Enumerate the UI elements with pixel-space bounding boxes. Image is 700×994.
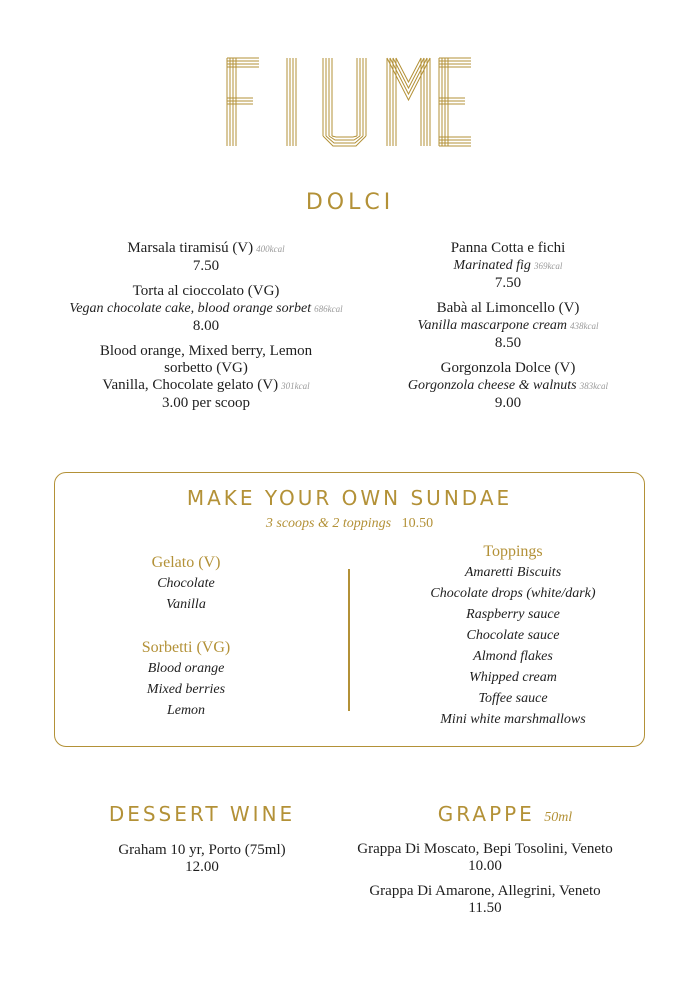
menu-item — [325, 841, 645, 875]
item-name: Gorgonzola Dolce (V) — [440, 360, 576, 376]
menu-item — [352, 360, 664, 412]
item-price: 8.00 — [192, 318, 220, 334]
item-price: 12.00 — [185, 859, 219, 875]
sundae-flavours-column — [55, 553, 317, 721]
item-kcal: 438kcal — [570, 321, 599, 331]
sorbetti-item: Mixed berries — [146, 682, 226, 697]
item-price: 8.50 — [494, 335, 522, 351]
item-name-line: sorbetto (VG) — [164, 360, 248, 376]
topping-item: Mini white marshmallows — [440, 712, 586, 727]
sundae-title: MAKE YOUR OWN SUNDAE — [186, 486, 513, 510]
menu-item — [352, 240, 664, 292]
item-price: 9.00 — [494, 395, 522, 411]
dolci-right-column — [352, 240, 664, 420]
item-description: Gorgonzola cheese & walnuts — [407, 378, 577, 393]
item-price: 7.50 — [192, 258, 220, 274]
item-name-line: Vanilla, Chocolate gelato (V) — [102, 377, 279, 393]
gelato-item: Chocolate — [157, 576, 215, 591]
fiume-logo — [0, 52, 700, 152]
menu-item — [50, 240, 362, 275]
topping-item: Raspberry sauce — [466, 607, 560, 622]
item-name: Marsala tiramisú (V) — [127, 240, 254, 256]
item-kcal: 369kcal — [533, 261, 563, 271]
item-description: Vanilla mascarpone cream — [417, 318, 568, 333]
item-price: 3.00 per scoop — [162, 395, 250, 411]
sundae-price: 10.50 — [401, 516, 434, 531]
dessert-wine-list — [52, 842, 352, 884]
topping-item: Toffee sauce — [478, 691, 548, 706]
item-price: 10.00 — [468, 858, 502, 874]
item-price: 11.50 — [468, 900, 502, 916]
dolci-left-column — [50, 240, 362, 420]
sundae-box — [54, 472, 645, 747]
item-name: Panna Cotta e fichi — [450, 240, 566, 256]
item-kcal: 400kcal — [256, 244, 285, 254]
grappe-note: 50ml — [544, 810, 573, 825]
sundae-divider — [348, 569, 350, 711]
topping-item: Chocolate drops (white/dark) — [430, 586, 596, 601]
toppings-heading: Toppings — [483, 543, 543, 560]
menu-item — [52, 842, 352, 876]
fiume-logo-graphic — [225, 52, 475, 148]
item-kcal: 383kcal — [579, 381, 609, 391]
grappe-list — [325, 841, 645, 925]
sorbetti-item: Blood orange — [147, 661, 225, 676]
topping-item: Chocolate sauce — [466, 628, 560, 643]
item-name-line: Blood orange, Mixed berry, Lemon — [99, 343, 313, 359]
topping-item: Whipped cream — [469, 670, 557, 685]
menu-item — [352, 300, 664, 352]
dolci-title: DOLCI — [305, 190, 395, 215]
item-name: Grappa Di Amarone, Allegrini, Veneto — [369, 883, 601, 899]
topping-item: Almond flakes — [473, 649, 553, 664]
item-kcal: 686kcal — [314, 304, 343, 314]
item-name: Torta al cioccolato (VG) — [132, 283, 280, 299]
item-name: Graham 10 yr, Porto (75ml) — [118, 842, 286, 858]
menu-item — [325, 883, 645, 917]
item-name: Grappa Di Moscato, Bepi Tosolini, Veneto — [357, 841, 613, 857]
gelato-heading: Gelato (V) — [151, 554, 221, 571]
sundae-toppings-column — [395, 542, 631, 730]
menu-item — [50, 283, 362, 335]
sundae-subtitle — [55, 516, 644, 532]
sorbetti-item: Lemon — [166, 703, 206, 718]
item-description: Vegan chocolate cake, blood orange sorbet — [69, 301, 312, 316]
item-kcal: 301kcal — [281, 381, 310, 391]
item-name: Babà al Limoncello (V) — [436, 300, 580, 316]
grappe-title: GRAPPE — [437, 802, 535, 826]
topping-item: Amaretti Biscuits — [464, 565, 562, 580]
sundae-offer: 3 scoops & 2 toppings — [265, 516, 392, 531]
grappe-title-row — [345, 802, 665, 826]
item-description: Marinated fig — [453, 258, 531, 273]
gelato-item: Vanilla — [166, 597, 206, 612]
dessert-wine-title: DESSERT WINE — [108, 802, 296, 826]
menu-item — [50, 343, 362, 412]
sorbetti-heading: Sorbetti (VG) — [141, 639, 231, 656]
item-price: 7.50 — [494, 275, 522, 291]
